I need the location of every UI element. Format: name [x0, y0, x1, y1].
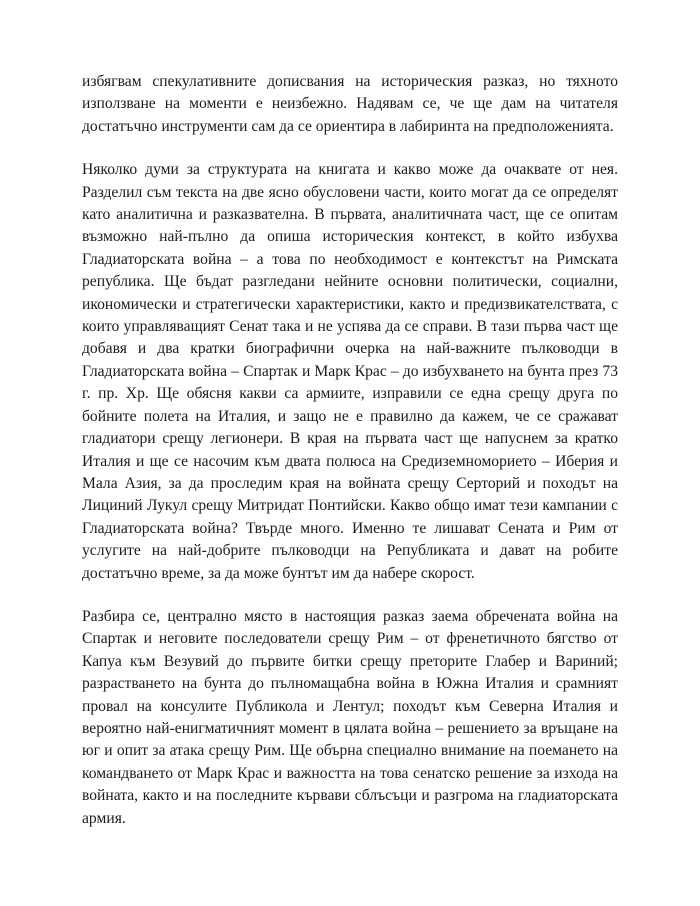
paragraph-1: избягвам спекулативните дописвания на историческия разказ, но тяхното използване на моменти е неизбежно. Надявам се, че ще дам на читателя достатъчно инструменти сам да се ориентира в лабиринта на предположенията. [82, 73, 618, 135]
paragraph-3: Разбира се, централно място в настоящия разказ заема обречената война на Спартак и неговите последователи срещу Рим – от френетичното бягство от Капуа към Везувий до първите битки срещу преторите Глабер и Вариний; разрастването на бунта до пълномащабна война в Южна Италия и срамният провал на консулите Публикола и Лентул; походът към Северна Италия и вероятно най-енигматичният момент в цялата война – решението за връщане на юг и опит за атака срещу Рим. Ще обърна специално внимание на поемането на командването от Марк Крас и важността на това сенатско решение за изхода на войната, както и на последните кървави сблъсъци и разгрома на гладиаторската армия. [82, 607, 618, 827]
paragraph-2: Няколко думи за структурата на книгата и какво може да очаквате от нея. Разделил съм текста на две ясно обусловени части, които могат да се определят като аналитична и разказвателна. В първата, аналитичната част, ще се опитам възможно най-пълно да опиша историческия контекст, в който избухва Гладиаторската война – а това по необходимост е контекстът на Римската република. Ще бъдат разгледани нейните основни политически, социални, икономически и стратегически характеристики, както и предизвикателствата, с които управляващият Сенат така и не успява да се справи. В тази първа част ще добавя и два кратки биографични очерка на най-важните пълководци в Гладиаторската война – Спартак и Марк Крас – до избухването на бунта през 73 г. пр. Хр. Ще обясня какви са армиите, изправили се една срещу друга по бойните полета на Италия, и защо не е правилно да кажем, че се сражават гладиатори срещу легионери. В края на първата част ще напуснем за кратко Италия и ще се насочим към двата полюса на Средиземноморието – Иберия и Мала Азия, за да проследим края на войната срещу Серторий и походът на Лициний Лукул срещу Митридат Понтийски. Какво общо имат тези кампании с Гладиаторската война? Твърде много. Именно те лишават Сената и Рим от услугите на най-добрите пълководци на Републиката и дават на робите достатъчно време, за да може бунтът им да набере скорост. [82, 161, 618, 582]
body-text [82, 71, 618, 851]
